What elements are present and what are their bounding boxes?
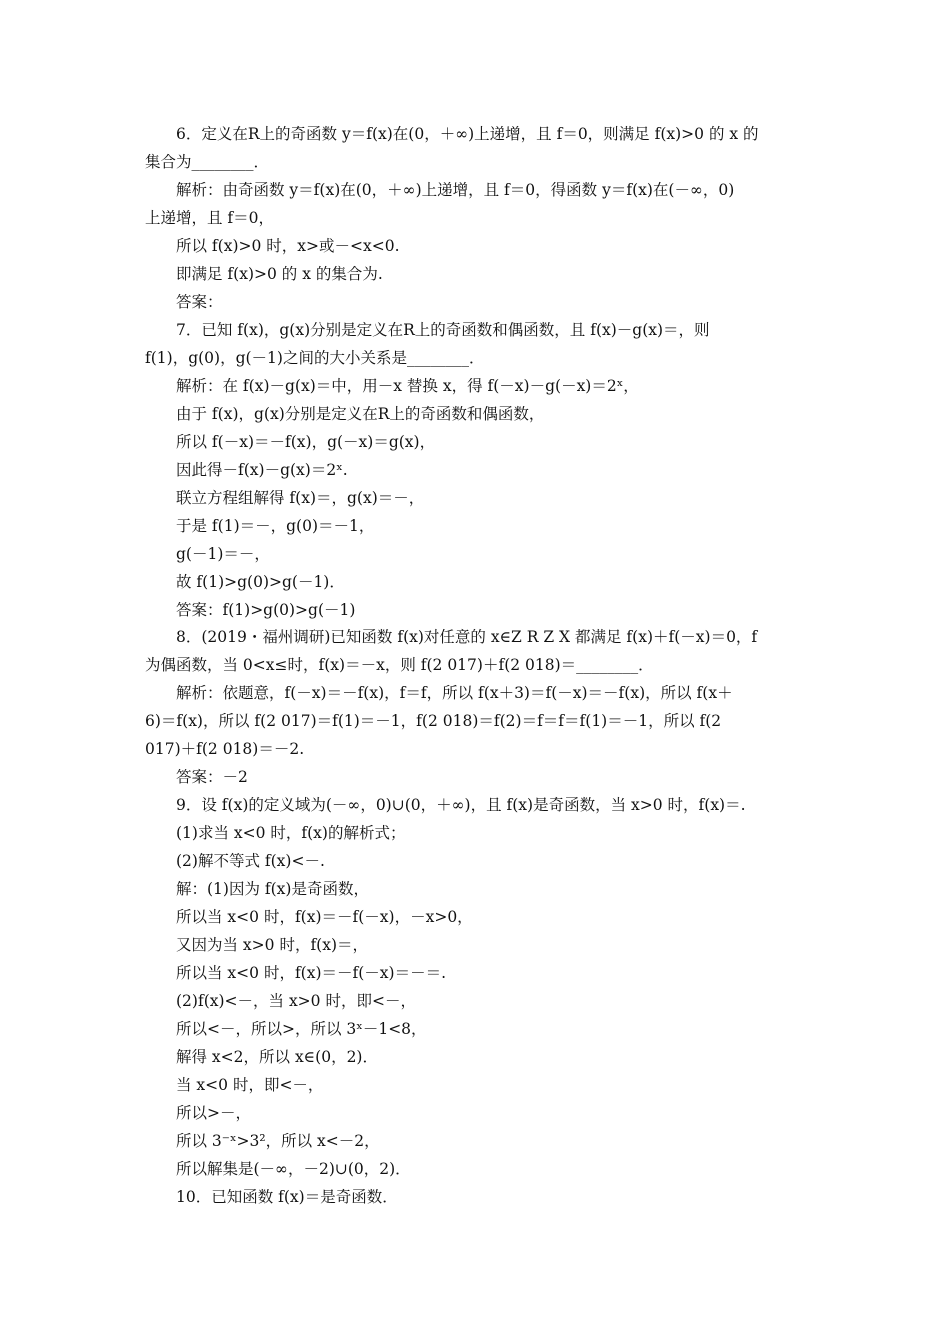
q7-solution-line-3: 所以 f(－x)＝－f(x)，g(－x)＝g(x)， <box>176 433 436 451</box>
q7-solution-line-7: g(－1)＝－， <box>176 545 270 563</box>
q7-line-2: f(1)，g(0)，g(－1)之间的大小关系是________． <box>145 349 485 367</box>
q6-line-2: 集合为________． <box>145 153 270 171</box>
q9-line-1: 9．设 f(x)的定义域为(－∞，0)∪(0，＋∞)，且 f(x)是奇函数，当 x>0 时，f(x)＝. <box>176 796 746 814</box>
q9-solution-line-5: (2)f(x)<－，当 x>0 时，即<－， <box>176 992 416 1010</box>
q8-line-2: 为偶函数，当 0<x≤时，f(x)＝－x，则 f(2 017)＋f(2 018)＝________． <box>145 656 654 674</box>
q9-solution-line-8: 当 x<0 时，即<－， <box>176 1076 324 1094</box>
q10-line-1: 10．已知函数 f(x)＝是奇函数． <box>176 1188 398 1206</box>
q6-solution-line-1: 解析：由奇函数 y＝f(x)在(0，＋∞)上递增，且 f＝0，得函数 y＝f(x)在(－∞，0) <box>176 181 735 199</box>
q8-solution-line-2: 6)＝f(x)，所以 f(2 017)＝f(1)＝－1，f(2 018)＝f(2)＝f＝f＝f(1)＝－1，所以 f(2 <box>145 712 722 730</box>
q6-answer: 答案： <box>176 293 223 311</box>
q9-solution-line-9: 所以>－， <box>176 1104 251 1122</box>
q7-solution-line-1: 解析：在 f(x)－g(x)＝中，用－x 替换 x，得 f(－x)－g(－x)＝2ˣ， <box>176 377 639 395</box>
q6-line-1: 6．定义在R上的奇函数 y＝f(x)在(0，＋∞)上递增，且 f＝0，则满足 f(x)>0 的 x 的 <box>176 125 759 143</box>
q7-line-1: 7．已知 f(x)，g(x)分别是定义在R上的奇函数和偶函数，且 f(x)－g(x)＝，则 <box>176 321 710 339</box>
q8-line-1: 8．(2019・福州调研)已知函数 f(x)对任意的 x∈Z R Z X 都满足 f(x)＋f(－x)＝0，f <box>176 628 758 646</box>
q7-solution-line-6: 于是 f(1)＝－，g(0)＝－1， <box>176 517 375 535</box>
q9-solution-line-1: 解：(1)因为 f(x)是奇函数， <box>176 880 369 898</box>
q7-answer: 答案：f(1)>g(0)>g(－1) <box>176 601 356 619</box>
q9-part-1: (1)求当 x<0 时，f(x)的解析式； <box>176 824 406 842</box>
q9-solution-line-7: 解得 x<2，所以 x∈(0，2)． <box>176 1048 378 1066</box>
q9-part-2: (2)解不等式 f(x)<－. <box>176 852 325 870</box>
q7-solution-line-4: 因此得－f(x)－g(x)＝2ˣ. <box>176 461 348 479</box>
q9-solution-line-10: 所以 3⁻ˣ>3²，所以 x<－2， <box>176 1132 380 1150</box>
q8-answer: 答案：－2 <box>176 768 248 786</box>
q6-solution-line-3: 所以 f(x)>0 时，x>或－<x<0. <box>176 237 400 255</box>
q8-solution-line-1: 解析：依题意，f(－x)＝－f(x)，f＝f，所以 f(x＋3)＝f(－x)＝－f(x)，所以 f(x＋ <box>176 684 733 702</box>
q6-solution-line-4: 即满足 f(x)>0 的 x 的集合为. <box>176 265 383 283</box>
q6-solution-line-2: 上递增，且 f＝0， <box>145 209 275 227</box>
q9-solution-line-6: 所以<－，所以>，所以 3ˣ－1<8， <box>176 1020 427 1038</box>
q8-solution-line-3: 017)＋f(2 018)＝－2. <box>145 740 305 758</box>
q9-solution-line-11: 所以解集是(－∞，－2)∪(0，2)． <box>176 1160 411 1178</box>
q9-solution-line-4: 所以当 x<0 时，f(x)＝－f(－x)＝－＝. <box>176 964 447 982</box>
q9-solution-line-2: 所以当 x<0 时，f(x)＝－f(－x)，－x>0， <box>176 908 473 926</box>
q7-solution-line-5: 联立方程组解得 f(x)＝，g(x)＝－， <box>176 489 425 507</box>
q9-solution-line-3: 又因为当 x>0 时，f(x)＝， <box>176 936 369 954</box>
q7-solution-line-8: 故 f(1)>g(0)>g(－1)． <box>176 573 345 591</box>
q7-solution-line-2: 由于 f(x)，g(x)分别是定义在R上的奇函数和偶函数， <box>176 405 545 423</box>
